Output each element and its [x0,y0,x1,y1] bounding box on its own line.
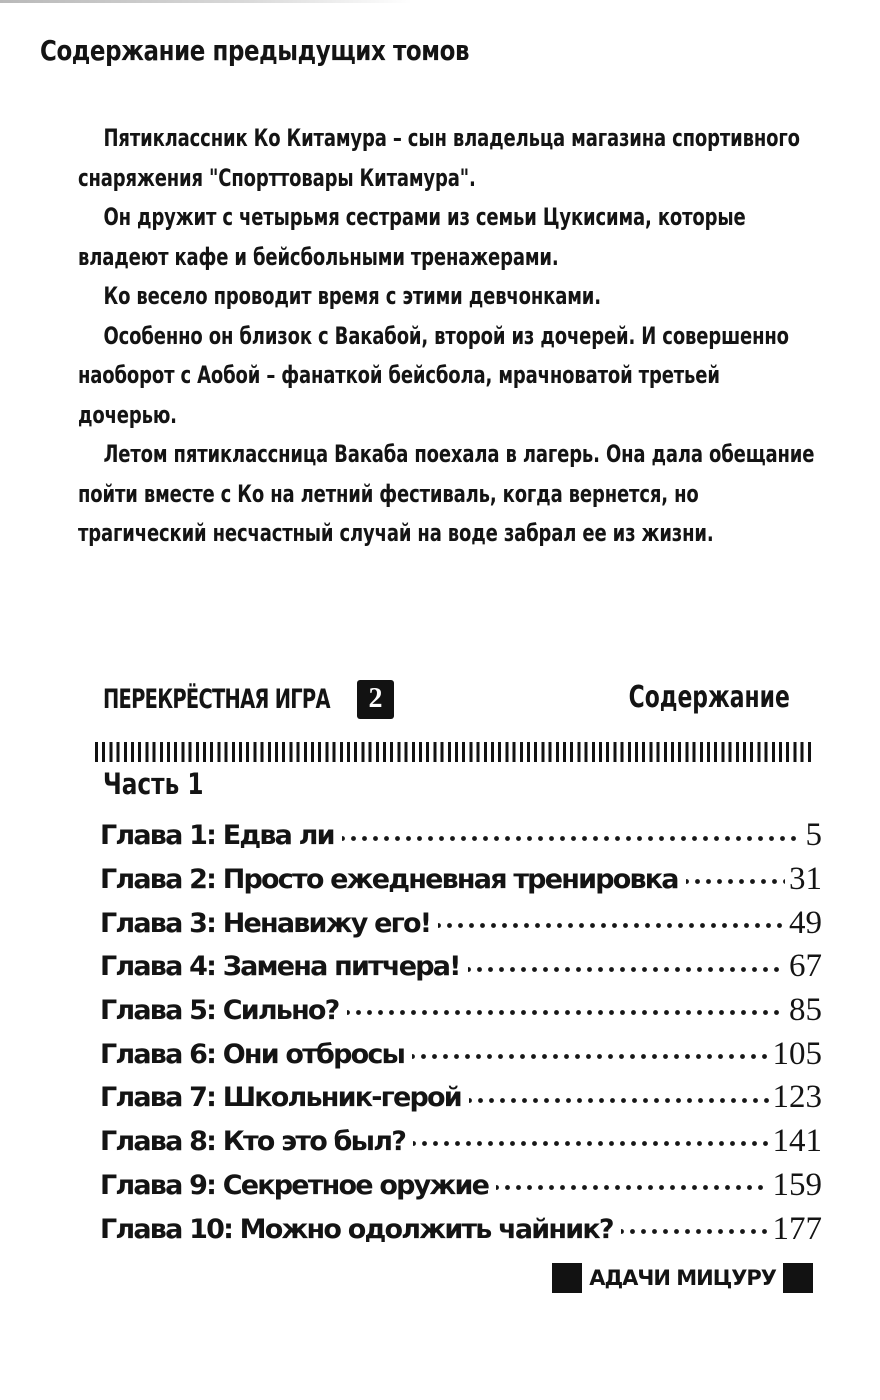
synopsis-paragraph: Пятиклассник Ко Китамура – сын владельца магазина спортивного снаряжения "Спорттовары Китамура". [78,124,800,192]
chapter-label: Глава 8: Кто это был? [100,1126,406,1158]
chapter-row [100,858,822,902]
synopsis-paragraph: Особенно он близок с Вакабой, второй из дочерей. И совершенно наоборот с Аобой – фанаткой бейсбола, мрачноватой третьей дочерью. [78,321,789,429]
chapter-row [100,901,822,945]
chapter-page-number: 85 [789,992,822,1029]
stamp-square-right [783,1263,813,1293]
chapter-row [100,1207,822,1251]
chapter-page-number: 105 [772,1035,822,1072]
chapter-row [100,1120,822,1164]
part-label: Часть 1 [103,767,204,801]
dotted-leader [496,1164,768,1208]
volume-number-badge: 2 [357,680,394,719]
chapter-page-number: 5 [805,817,822,854]
author-stamp [552,1262,813,1294]
series-logo [103,678,394,720]
chapter-page-number: 49 [789,904,822,941]
chapter-label: Глава 5: Сильно? [100,995,339,1027]
chapter-label: Глава 1: Едва ли [100,820,334,852]
chapter-list [100,814,822,1251]
chapter-row [100,945,822,989]
dotted-leader [347,989,785,1033]
striped-divider [95,742,814,762]
chapter-row [100,1032,822,1076]
chapter-label: Глава 4: Замена питчера! [100,951,460,983]
chapter-row [100,814,822,858]
chapter-page-number: 141 [772,1123,822,1160]
chapter-page-number: 159 [772,1166,822,1203]
dotted-leader [686,858,785,902]
chapter-page-number: 123 [772,1079,822,1116]
chapter-row [100,1076,822,1120]
chapter-page-number: 67 [789,948,822,985]
scan-artifact-line [0,0,412,3]
chapter-page-number: 177 [772,1210,822,1247]
chapter-label: Глава 9: Секретное оружие [100,1169,489,1201]
dotted-leader [412,1032,768,1076]
synopsis-paragraph: Он дружит с четырьмя сестрами из семьи Цукисима, которые владеют кафе и бейсбольными тренажерами. [78,203,746,271]
author-name: АДАЧИ МИЦУРУ [589,1266,776,1290]
chapter-page-number: 31 [789,861,822,898]
toc-heading: Содержание [628,680,790,715]
dotted-leader [413,1120,768,1164]
chapter-label: Глава 10: Можно одолжить чайник? [100,1213,613,1245]
chapter-row [100,989,822,1033]
dotted-leader [621,1207,769,1251]
dotted-leader [468,945,785,989]
dotted-leader [469,1076,769,1120]
chapter-label: Глава 3: Ненавижу его! [100,907,431,939]
chapter-label: Глава 6: Они отбросы [100,1038,405,1070]
dotted-leader [342,814,802,858]
stamp-square-left [552,1263,582,1293]
chapter-label: Глава 7: Школьник-герой [100,1082,461,1114]
chapter-label: Глава 2: Просто ежедневная тренировка [100,864,678,896]
synopsis-paragraph: Летом пятиклассница Вакаба поехала в лагерь. Она дала обещание пойти вместе с Ко на летний фестиваль, когда вернется, но трагический несчастный случай на воде забрал ее из жизни. [78,440,815,547]
previous-volumes-heading: Содержание предыдущих томов [40,34,470,67]
dotted-leader [438,901,785,945]
synopsis [78,119,822,554]
synopsis-paragraph: Ко весело проводит время с этими девчонками. [103,282,601,310]
series-title: ПЕРЕКРЁСТНАЯ ИГРА [103,683,330,715]
chapter-row [100,1164,822,1208]
